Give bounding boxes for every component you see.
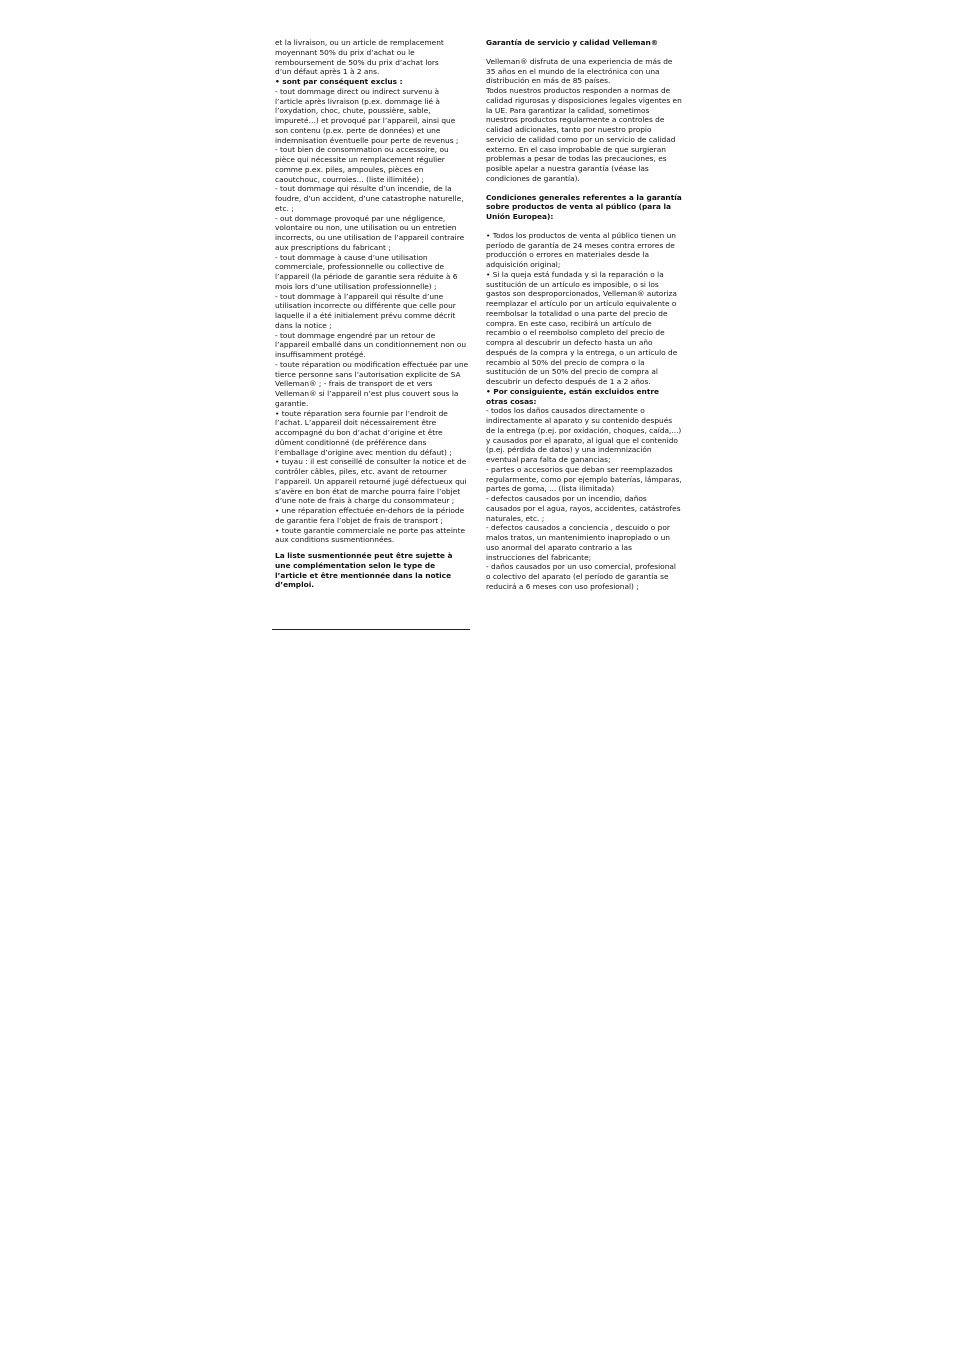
list-item: - todos los daños causados directamente o indirectamente al aparato y su contenido después de la entrega (p.ej. por oxidación, choques, caída,...) y causados por el aparato, al igual que el contenido (p.ej. pérdida de datos) y una indemnización eventual para falta de ganancias; (486, 406, 682, 464)
list-item: • toute réparation sera fournie par l’endroit de l’achat. L’appareil doit nécessairement être accompagné du bon d’achat d’origine et être dûment conditionné (de préférence dans l’emballage d’origine avec mention du défaut) ; (275, 408, 452, 457)
intro-paragraph: Todos nuestros productos responden a normas de calidad rigurosas y disposiciones legales vigentes en la UE. Para garantizar la calidad, sometimos nuestros productos regularmente a controles de calidad adicionales, tanto por nuestro propio servicio de calidad como por un servicio de calidad externo. En el caso improbable de que surgieran problemas a pesar de todas las precauciones, es posible apelar a nuestra garantía (véase las condiciones de garantía). (486, 86, 682, 183)
list-item: - tout bien de consommation ou accessoire, ou pièce qui nécessite un remplacement régulier comme p.ex. piles, ampoules, pièces en caoutchouc, courroies… (liste illimitée) ; (275, 145, 449, 184)
text-line: d’un défaut après 1 à 2 ans. (275, 67, 380, 77)
list-item: - tout dommage à l’appareil qui résulte d’une utilisation incorrecte ou différente que celle pour laquelle il a été initialement prévu comme décrit dans la notice ; (275, 291, 456, 330)
list-item: • une réparation effectuée en-dehors de la période de garantie fera l’objet de frais de transport ; (275, 506, 465, 525)
list-item: - defectos causados por un incendio, daños causados por el agua, rayos, accidentes, catástrofes naturales, etc. ; (486, 494, 681, 523)
text-line: et la livraison, ou un article de remplacement (275, 38, 444, 47)
list-item: • Todos los productos de venta al público tienen un período de garantía de 24 meses contra errores de producción o errores en materiales desde la adquisición original; (486, 230, 676, 269)
list-item: - tout dommage qui résulte d’un incendie, de la foudre, d’un accident, d’une catastrophe naturelle, etc. ; (275, 184, 464, 213)
list-item: • toute garantie commerciale ne porte pas atteinte aux conditions susmentionnées. (275, 525, 466, 545)
section-title: Garantía de servicio y calidad Velleman® (486, 38, 659, 47)
list-item: - defectos causados a conciencia , descuido o por malos tratos, un mantenimiento inapropiado o un uso anormal del aparato contrario a las instrucciones del fabricante; (486, 523, 670, 562)
text-line: remboursement de 50% du prix d’achat lors (275, 57, 439, 67)
right-column (486, 38, 682, 592)
left-column (275, 38, 469, 590)
list-item: • Si la queja está fundada y si la reparación o la sustitución de un artículo es imposible, o si los gastos son desproporcionados, Velleman® autoriza reemplazar el artículo por un artículo equivalente o reembolsar la totalidad o una parte del precio de compra. En este caso, recibirá un artículo de recambio o el reembolso completo del precio de compra al descubrir un defecto hasta un año después de la compra y la entrega, o un artículo de recambio al 50% del precio de compra o la sustitución de un 50% del precio de compra al descubrir un defecto después de 1 a 2 años. (486, 269, 678, 386)
list-item: - toute réparation ou modification effectuée par une tierce personne sans l’autorisation explicite de SA Velleman® ; - frais de transport de et vers Velleman® si l’appareil n’est plus couvert sous la garantie. (275, 359, 469, 408)
closing-note: La liste susmentionnée peut être sujette à une complémentation selon le type de l’article et être mentionnée dans la notice d’emploi. (275, 551, 453, 590)
list-item: - tout dommage à cause d’une utilisation commerciale, professionnelle ou collective de l’appareil (la période de garantie sera réduite à 6 mois lors d’une utilisation professionnelle) ; (275, 252, 458, 291)
list-item: - out dommage provoqué par une négligence, volontaire ou non, une utilisation ou un entretien incorrects, ou une utilisation de l’appareil contraire aux prescriptions du fabricant ; (275, 213, 465, 252)
section-divider (272, 629, 470, 630)
excluded-heading: • sont par conséquent exclus : (275, 77, 403, 86)
list-item: - tout dommage engendré par un retour de l’appareil emballé dans un conditionnement non ou insuffisamment protégé. (275, 330, 467, 359)
conditions-title: Condiciones generales referentes a la garantía sobre productos de venta al público (para la Unión Europea): (486, 192, 682, 221)
list-item: - partes o accesorios que deban ser reemplazados regularmente, como por ejemplo baterías, lámparas, partes de goma, ... (lista ilimitada) (486, 464, 682, 494)
list-item: - daños causados por un uso comercial, profesional o colectivo del aparato (el período de garantía se reducirá a 6 meses con uso profesional) ; (486, 562, 676, 591)
list-item: • tuyau : il est conseillé de consulter la notice et de contrôler câbles, piles, etc. avant de retourner l’appareil. Un appareil retourné jugé défectueux qui s’avère en bon état de marche pourra faire l’objet d’une note de frais à charge du consommateur ; (275, 457, 467, 506)
excluded-heading: • Por consiguiente, están excluidos entre otras cosas: (486, 386, 660, 406)
intro-paragraph: Velleman® disfruta de una experiencia de más de 35 años en el mundo de la electrónica con una distribución en más de 85 países. (486, 56, 673, 86)
text-line: moyennant 50% du prix d’achat ou le (275, 47, 415, 57)
list-item: - tout dommage direct ou indirect survenu à l’article après livraison (p.ex. dommage lié à l’oxydation, choc, chute, poussière, sable, impureté…) et provoqué par l’appareil, ainsi que son contenu (p.ex. perte de données) et une indemnisation éventuelle pour perte de revenus ; (275, 86, 459, 145)
